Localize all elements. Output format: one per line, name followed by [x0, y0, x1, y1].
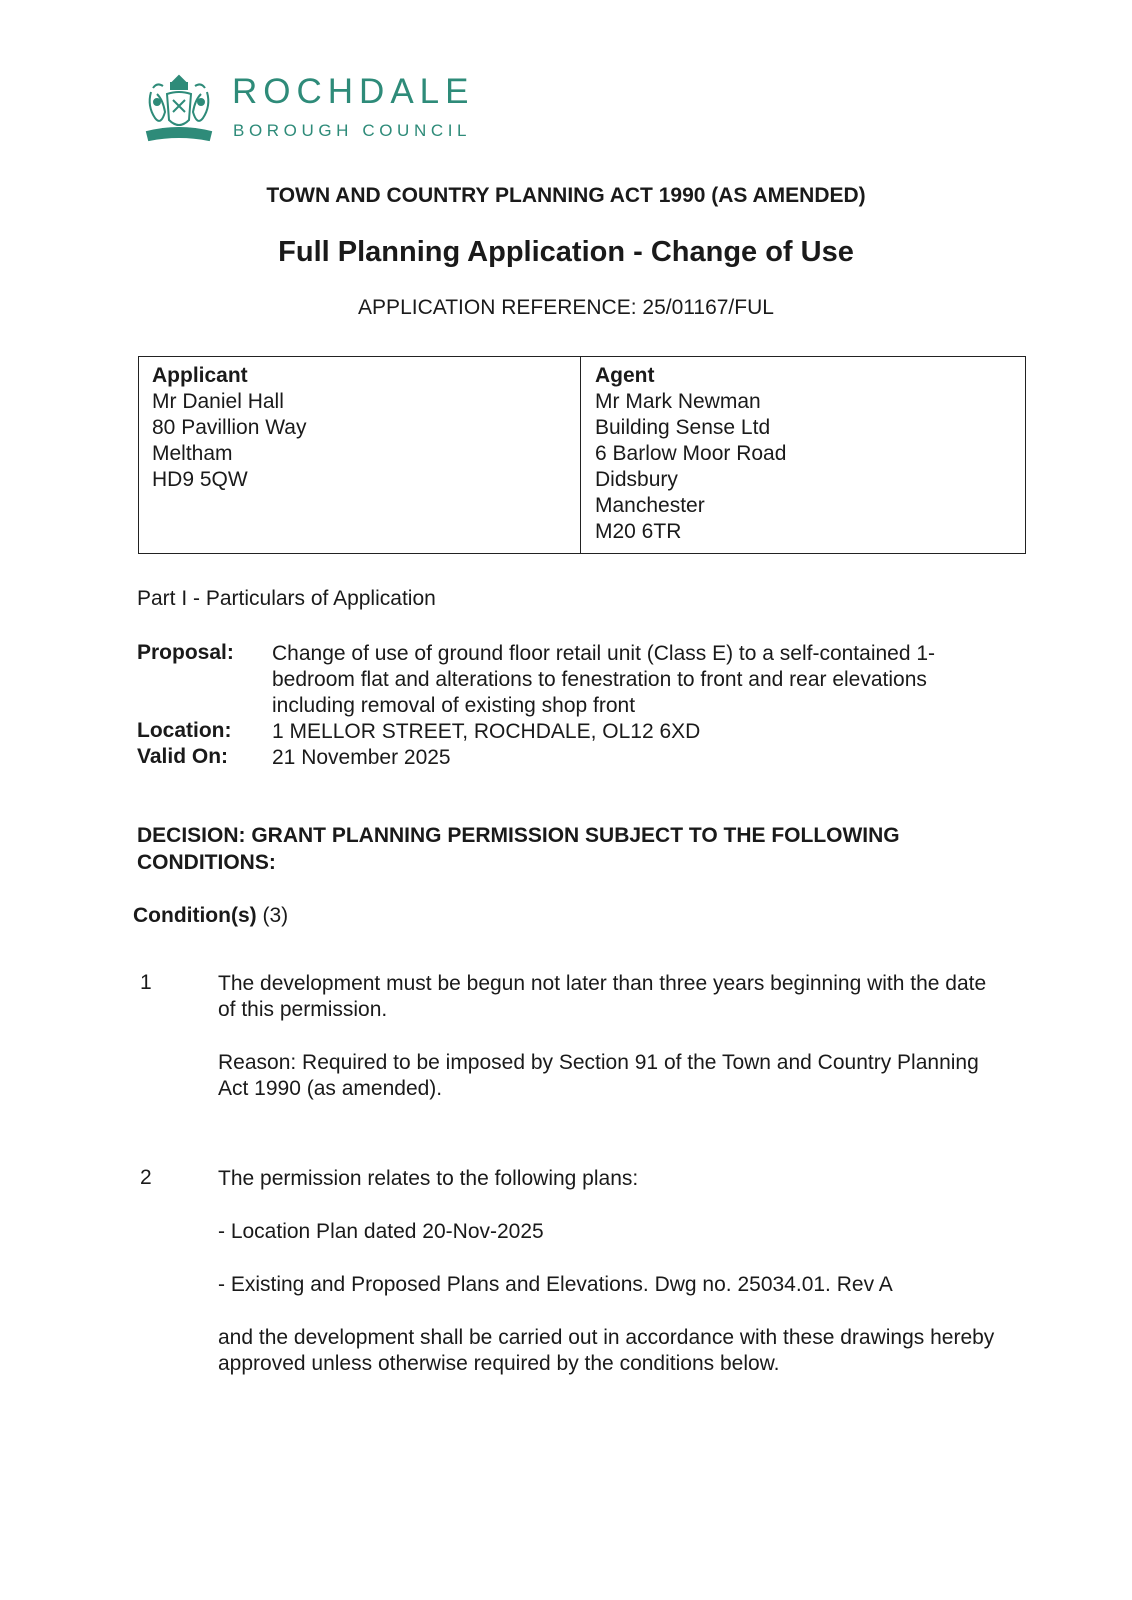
agent-heading: Agent — [595, 364, 655, 387]
reference-label: APPLICATION REFERENCE: — [358, 296, 637, 319]
agent-line: M20 6TR — [595, 520, 682, 543]
applicant-line: HD9 5QW — [152, 468, 248, 491]
conditions-count: (3) — [262, 904, 289, 927]
agent-line: 6 Barlow Moor Road — [595, 442, 787, 465]
parties-divider — [580, 356, 581, 554]
council-subtitle: BOROUGH COUNCIL — [233, 121, 472, 140]
council-name: ROCHDALE — [232, 72, 475, 111]
valid-on-value: 21 November 2025 — [272, 746, 451, 769]
council-crest-logo — [143, 72, 215, 146]
conditions-heading — [133, 904, 288, 928]
applicant-heading: Applicant — [152, 364, 248, 387]
condition-text: The permission relates to the following plans: — [218, 1167, 639, 1190]
agent-line: Manchester — [595, 494, 705, 517]
page-title: Full Planning Application - Change of Use — [278, 236, 854, 268]
approved-plan-item: - Location Plan dated 20-Nov-2025 — [218, 1220, 544, 1243]
particulars-title: Part I - Particulars of Application — [137, 587, 436, 610]
act-title: TOWN AND COUNTRY PLANNING ACT 1990 (AS AMENDED) — [266, 184, 866, 207]
condition-number: 1 — [140, 971, 152, 994]
condition-number: 2 — [140, 1166, 152, 1189]
applicant-block — [152, 363, 306, 493]
agent-line: Building Sense Ltd — [595, 416, 771, 439]
proposal-label: Proposal: — [137, 641, 234, 664]
proposal-value: Change of use of ground floor retail unit (Class E) to a self-contained 1-bedroom flat and alterations to fenestration to front and rear elevations including removal of existing shop front — [272, 642, 936, 717]
location-value: 1 MELLOR STREET, ROCHDALE, OL12 6XD — [272, 720, 701, 743]
reference-value: 25/01167/FUL — [642, 296, 774, 319]
conditions-heading-label: Condition(s) — [133, 904, 257, 927]
valid-on-label: Valid On: — [137, 745, 229, 768]
agent-block — [595, 363, 786, 545]
condition-text: The development must be begun not later than three years beginning with the date of this permission. — [218, 972, 987, 1021]
agent-line: Didsbury — [595, 468, 678, 491]
applicant-line: Mr Daniel Hall — [152, 390, 284, 413]
location-label: Location: — [137, 719, 232, 742]
application-reference — [0, 296, 1132, 320]
decision-statement: DECISION: GRANT PLANNING PERMISSION SUBJECT TO THE FOLLOWING CONDITIONS: — [137, 824, 900, 874]
approved-plan-item: - Existing and Proposed Plans and Elevations. Dwg no. 25034.01. Rev A — [218, 1273, 893, 1296]
agent-line: Mr Mark Newman — [595, 390, 761, 413]
condition-outro: and the development shall be carried out in accordance with these drawings hereby approved unless otherwise required by the conditions below. — [218, 1326, 995, 1375]
applicant-line: Meltham — [152, 442, 233, 465]
condition-reason: Reason: Required to be imposed by Section 91 of the Town and Country Planning Act 1990 (as amended). — [218, 1051, 979, 1100]
applicant-line: 80 Pavillion Way — [152, 416, 307, 439]
